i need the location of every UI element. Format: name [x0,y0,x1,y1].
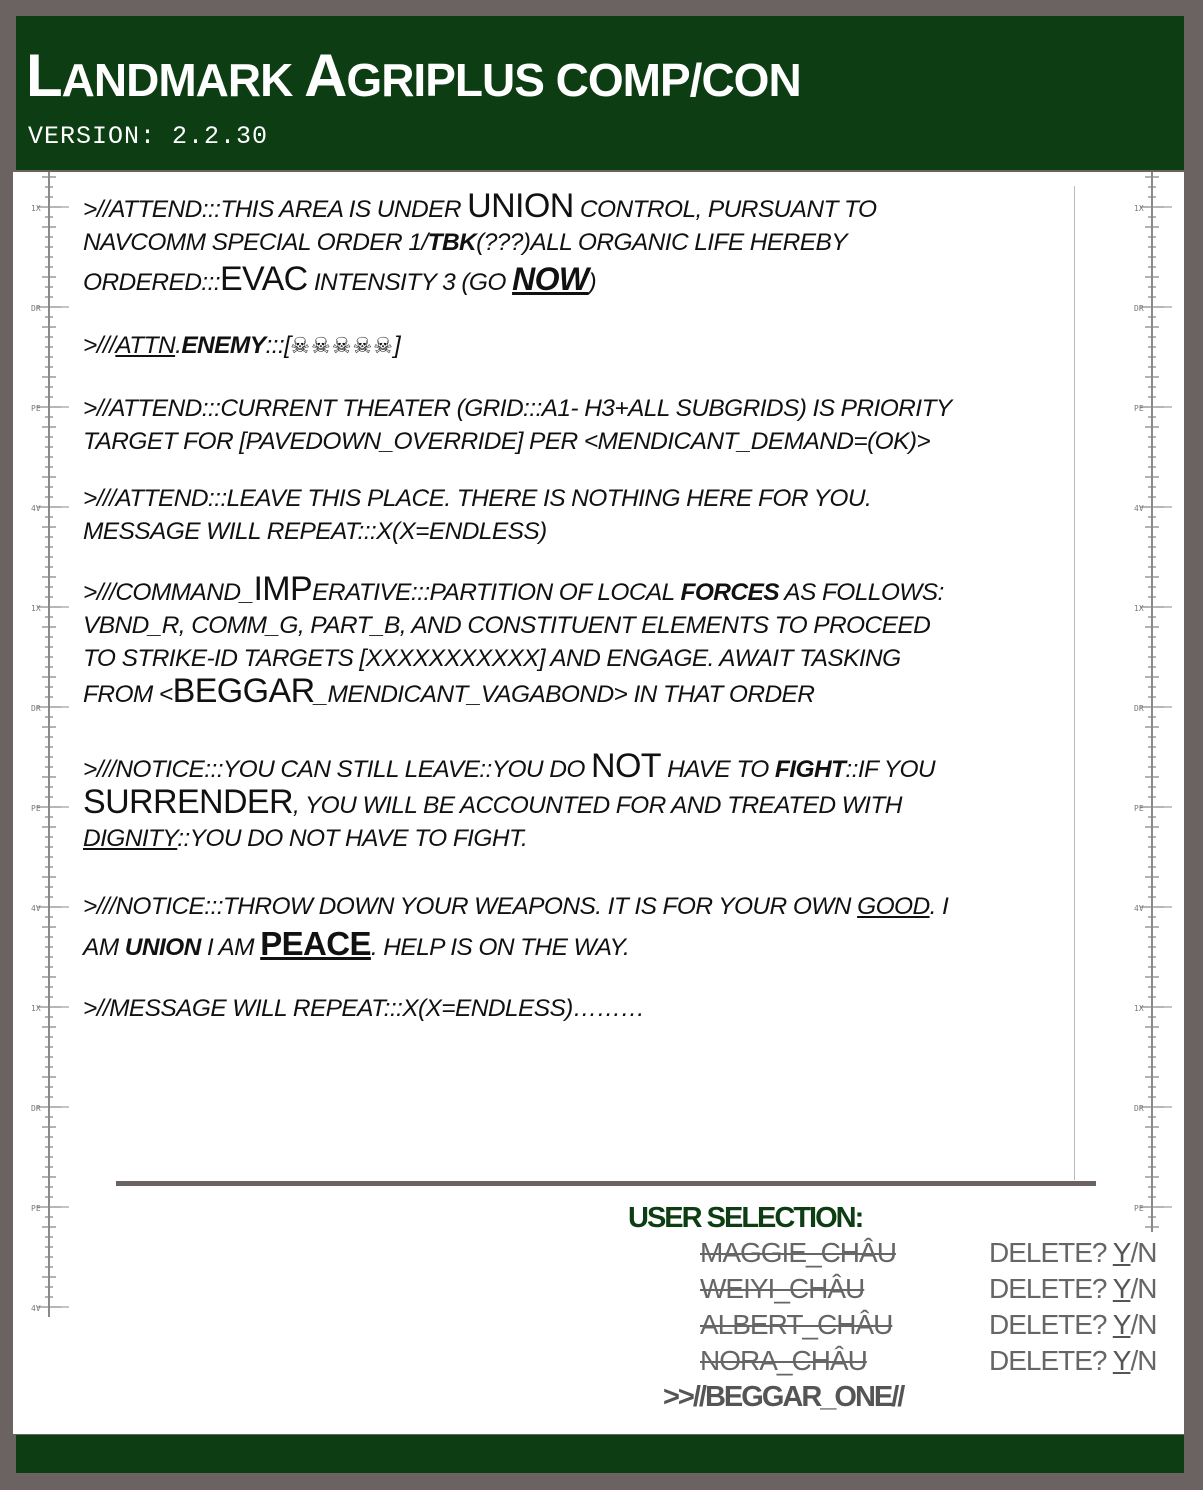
message-command-imperative: >///COMMAND_IMPERATIVE:::PARTITION OF LOCAL FORCES AS FOLLOWS: VBND_R, COMM_G, PART_B, AND CONSTITUENT ELEMENTS TO PROCEED TO STRIKE-ID TARGETS [XXXXXXXXXXX] AND ENGAGE. AWAIT TASKING FROM <BEGGAR_MENDICANT_VAGABOND> IN THAT ORDER [83,570,944,710]
user-row[interactable] [700,1345,1180,1379]
ruler-label: 4V [31,904,41,913]
message-attn-enemy: >///ATTN.ENEMY:::[☠☠☠☠☠] [83,332,401,359]
app-title: LANDMARK AGRIPLUS COMP/CON [26,42,801,109]
ruler-label: 1X [1134,1004,1144,1013]
delete-prompt: DELETE? Y/N [989,1237,1157,1268]
app-header [16,16,1184,170]
message-current-theater: >//ATTEND:::CURRENT THEATER (GRID:::A1- H3+ALL SUBGRIDS) IS PRIORITY TARGET FOR [PAVEDOWN_OVERRIDE] PER <MENDICANT_DEMAND=(OK)> [83,395,952,455]
ruler-label: 1X [31,204,41,213]
delete-yes-option[interactable]: Y [1112,1309,1131,1340]
user-row[interactable] [700,1273,1180,1307]
ruler-label: DR [31,304,41,313]
ruler-label: PE [31,804,41,813]
ruler-label: PE [1134,404,1144,413]
ruler-label: 4V [31,504,41,513]
delete-prompt: DELETE? Y/N [989,1273,1157,1304]
user-row[interactable] [700,1237,1180,1271]
user-selection-label: USER SELECTION: [628,1202,863,1234]
ruler-label: DR [1134,1104,1144,1113]
user-name[interactable]: NORA_CHÂU [700,1345,867,1376]
ruler-label: PE [1134,1204,1144,1213]
ruler-label: DR [1134,304,1144,313]
user-name[interactable]: ALBERT_CHÂU [700,1309,893,1340]
left-ruler [13,172,73,1317]
ruler-label: DR [1134,704,1144,713]
skull-icon: ☠☠☠☠☠ [290,333,394,358]
message-notice-weapons: >///NOTICE:::THROW DOWN YOUR WEAPONS. IT IS FOR YOUR OWN GOOD. I AM UNION I AM PEACE. HELP IS ON THE WAY. [83,893,949,962]
message-notice-leave: >///NOTICE:::YOU CAN STILL LEAVE::YOU DO NOT HAVE TO FIGHT::IF YOU SURRENDER, YOU WILL BE ACCOUNTED FOR AND TREATED WITH DIGNITY::YOU DO NOT HAVE TO FIGHT. [83,747,936,852]
delete-no-option[interactable]: N [1137,1273,1157,1304]
current-user-entry[interactable]: >>//BEGGAR_ONE// [663,1381,904,1413]
ruler-label: DR [31,704,41,713]
delete-yes-option[interactable]: Y [1112,1237,1131,1268]
user-name[interactable]: WEIYI_CHÂU [700,1273,865,1304]
ruler-label: 1X [1134,204,1144,213]
panel-divider-horizontal [116,1181,1096,1186]
ruler-label: 1X [1134,604,1144,613]
message-leave-place: >///ATTEND:::LEAVE THIS PLACE. THERE IS NOTHING HERE FOR YOU. MESSAGE WILL REPEAT:::X(X=ENDLESS) [83,485,872,545]
ruler-label: PE [31,1204,41,1213]
ruler-label: 1X [31,1004,41,1013]
message-repeat: >//MESSAGE WILL REPEAT:::X(X=ENDLESS)……… [83,995,645,1022]
delete-no-option[interactable]: N [1137,1309,1157,1340]
ruler-label: 4V [1134,904,1144,913]
delete-no-option[interactable]: N [1137,1237,1157,1268]
ruler-label: 4V [31,1304,41,1313]
right-ruler [1122,172,1182,1232]
ruler-label: DR [31,1104,41,1113]
user-name[interactable]: MAGGIE_CHÂU [700,1237,896,1268]
ruler-label: 4V [1134,504,1144,513]
ruler-label: PE [1134,804,1144,813]
delete-yes-option[interactable]: Y [1112,1273,1131,1304]
delete-yes-option[interactable]: Y [1112,1345,1131,1376]
delete-prompt: DELETE? Y/N [989,1345,1157,1376]
delete-prompt: DELETE? Y/N [989,1309,1157,1340]
message-attend-union: >//ATTEND:::THIS AREA IS UNDER UNION CONTROL, PURSUANT TO NAVCOMM SPECIAL ORDER 1/TBK(???)ALL ORGANIC LIFE HEREBY ORDERED:::EVAC INTENSITY 3 (GO NOW) [83,187,877,298]
ruler-label: PE [31,404,41,413]
ruler-label: 1X [31,604,41,613]
panel-divider-vertical [1074,186,1075,1180]
delete-no-option[interactable]: N [1137,1345,1157,1376]
app-footer [16,1435,1184,1473]
user-row[interactable] [700,1309,1180,1343]
version-label: VERSION: 2.2.30 [28,122,269,151]
